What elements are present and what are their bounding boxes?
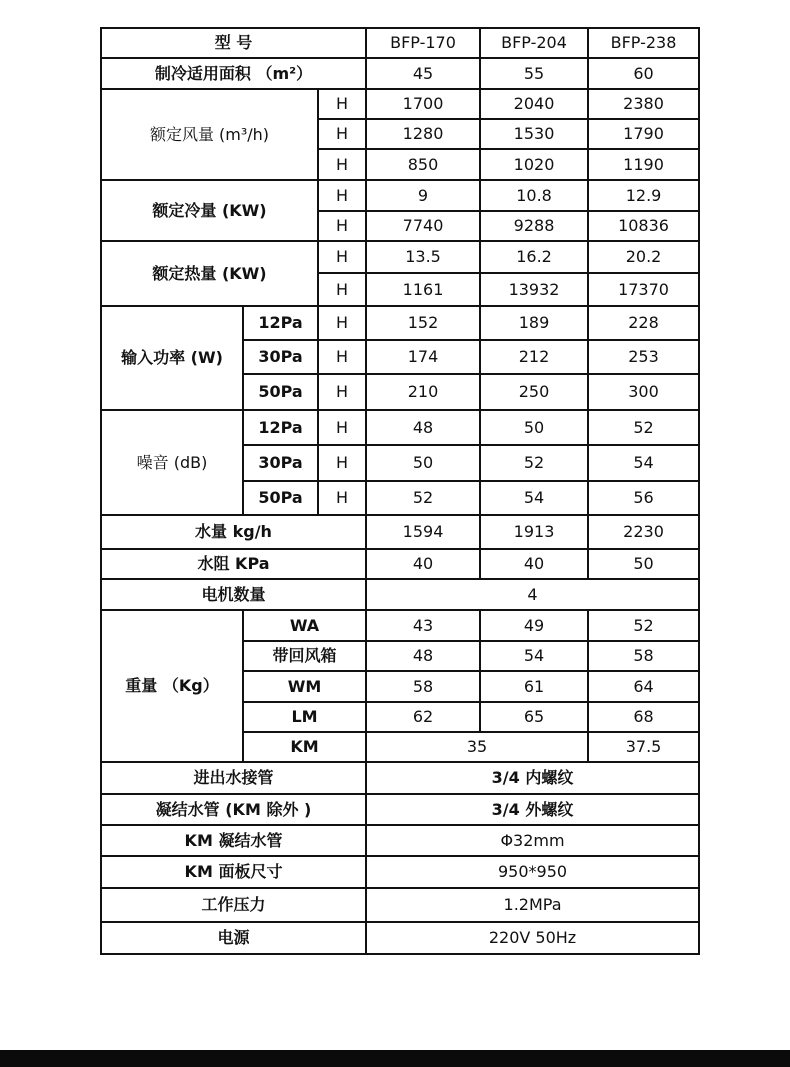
cell: 52 [588,610,699,641]
condensate-pipe-label: 凝结水管 (KM 除外 ) [101,794,366,825]
input-power-label: 输入功率 (W) [101,306,243,410]
weight-type: WM [243,671,366,702]
cell: 9288 [480,211,588,241]
weight-type: WA [243,610,366,641]
cell: 50 [366,445,480,481]
cell: 50 [480,410,588,445]
cell: 52 [588,410,699,445]
noise-row [101,410,699,445]
km-panel-size-label: KM 面板尺寸 [101,856,366,888]
cell: 58 [366,671,480,702]
mode-cell: H [318,149,366,180]
cell: 189 [480,306,588,340]
cell: 48 [366,410,480,445]
cooling-area-row [101,58,699,89]
cell: 253 [588,340,699,374]
cell: 64 [588,671,699,702]
motor-count-label: 电机数量 [101,579,366,610]
cell: 300 [588,374,699,410]
cell: 20.2 [588,241,699,273]
mode-cell: H [318,340,366,374]
spec-table [100,27,700,955]
working-pressure-value: 1.2MPa [366,888,699,922]
pressure-cell: 30Pa [243,445,318,481]
cell: 55 [480,58,588,89]
cell: 60 [588,58,699,89]
km-condensate-pipe-value: Φ32mm [366,825,699,856]
cell: 65 [480,702,588,732]
model-1: BFP-170 [366,28,480,58]
inlet-outlet-pipe-label: 进出水接管 [101,762,366,794]
cell: 52 [480,445,588,481]
model-label: 型 号 [101,28,366,58]
weight-label: 重量 （Kg） [101,610,243,762]
cell: 1594 [366,515,480,549]
cell: 52 [366,481,480,515]
cell: 37.5 [588,732,699,762]
working-pressure-row [101,888,699,922]
cell: 13932 [480,273,588,306]
airflow-label: 额定风量 (m³/h) [101,89,318,180]
working-pressure-label: 工作压力 [101,888,366,922]
cell: 250 [480,374,588,410]
cell: 54 [480,641,588,671]
condensate-pipe-value: 3/4 外螺纹 [366,794,699,825]
cell: 40 [480,549,588,579]
pressure-cell: 12Pa [243,410,318,445]
cell: 58 [588,641,699,671]
mode-cell: H [318,211,366,241]
mode-cell: H [318,481,366,515]
mode-cell: H [318,374,366,410]
pressure-cell: 50Pa [243,374,318,410]
weight-type: KM [243,732,366,762]
cell: 54 [480,481,588,515]
mode-cell: H [318,410,366,445]
cell: 13.5 [366,241,480,273]
motor-count-value: 4 [366,579,699,610]
cell: 10836 [588,211,699,241]
mode-cell: H [318,306,366,340]
model-2: BFP-204 [480,28,588,58]
cell: 2230 [588,515,699,549]
cell: 9 [366,180,480,211]
power-supply-label: 电源 [101,922,366,954]
cell: 152 [366,306,480,340]
model-3: BFP-238 [588,28,699,58]
cell: 1190 [588,149,699,180]
heating-capacity-label: 额定热量 (KW) [101,241,318,306]
cell: 1790 [588,119,699,149]
km-condensate-pipe-label: KM 凝结水管 [101,825,366,856]
cell: 2040 [480,89,588,119]
water-flow-label: 水量 kg/h [101,515,366,549]
cell: 54 [588,445,699,481]
pressure-cell: 30Pa [243,340,318,374]
cell: 35 [366,732,588,762]
cell: 228 [588,306,699,340]
input-power-row [101,306,699,340]
cell: 62 [366,702,480,732]
cooling-capacity-label: 额定冷量 (KW) [101,180,318,241]
cell: 68 [588,702,699,732]
cooling-capacity-row [101,180,699,211]
km-condensate-pipe-row [101,825,699,856]
cell: 48 [366,641,480,671]
heating-capacity-row [101,241,699,273]
weight-row [101,610,699,641]
bottom-bar [0,1050,790,1067]
motor-count-row [101,579,699,610]
cell: 1530 [480,119,588,149]
cell: 43 [366,610,480,641]
cell: 174 [366,340,480,374]
mode-cell: H [318,180,366,211]
inlet-outlet-pipe-row [101,762,699,794]
water-flow-row [101,515,699,549]
inlet-outlet-pipe-value: 3/4 内螺纹 [366,762,699,794]
km-panel-size-row [101,856,699,888]
cell: 1700 [366,89,480,119]
cell: 2380 [588,89,699,119]
cell: 17370 [588,273,699,306]
mode-cell: H [318,89,366,119]
weight-type: 带回风箱 [243,641,366,671]
km-panel-size-value: 950*950 [366,856,699,888]
mode-cell: H [318,273,366,306]
cell: 210 [366,374,480,410]
water-resistance-row [101,549,699,579]
condensate-pipe-row [101,794,699,825]
pressure-cell: 12Pa [243,306,318,340]
airflow-row [101,89,699,119]
cell: 1161 [366,273,480,306]
cell: 1280 [366,119,480,149]
cell: 1020 [480,149,588,180]
cell: 850 [366,149,480,180]
power-supply-row [101,922,699,954]
cell: 212 [480,340,588,374]
cell: 7740 [366,211,480,241]
mode-cell: H [318,445,366,481]
header-row [101,28,699,58]
mode-cell: H [318,241,366,273]
cell: 61 [480,671,588,702]
cell: 12.9 [588,180,699,211]
mode-cell: H [318,119,366,149]
pressure-cell: 50Pa [243,481,318,515]
cell: 10.8 [480,180,588,211]
cell: 50 [588,549,699,579]
cell: 49 [480,610,588,641]
cell: 45 [366,58,480,89]
noise-label: 噪音 (dB) [101,410,243,515]
cell: 1913 [480,515,588,549]
cell: 40 [366,549,480,579]
cooling-area-label: 制冷适用面积 （m²） [101,58,366,89]
cell: 16.2 [480,241,588,273]
water-resistance-label: 水阻 KPa [101,549,366,579]
power-supply-value: 220V 50Hz [366,922,699,954]
weight-type: LM [243,702,366,732]
cell: 56 [588,481,699,515]
